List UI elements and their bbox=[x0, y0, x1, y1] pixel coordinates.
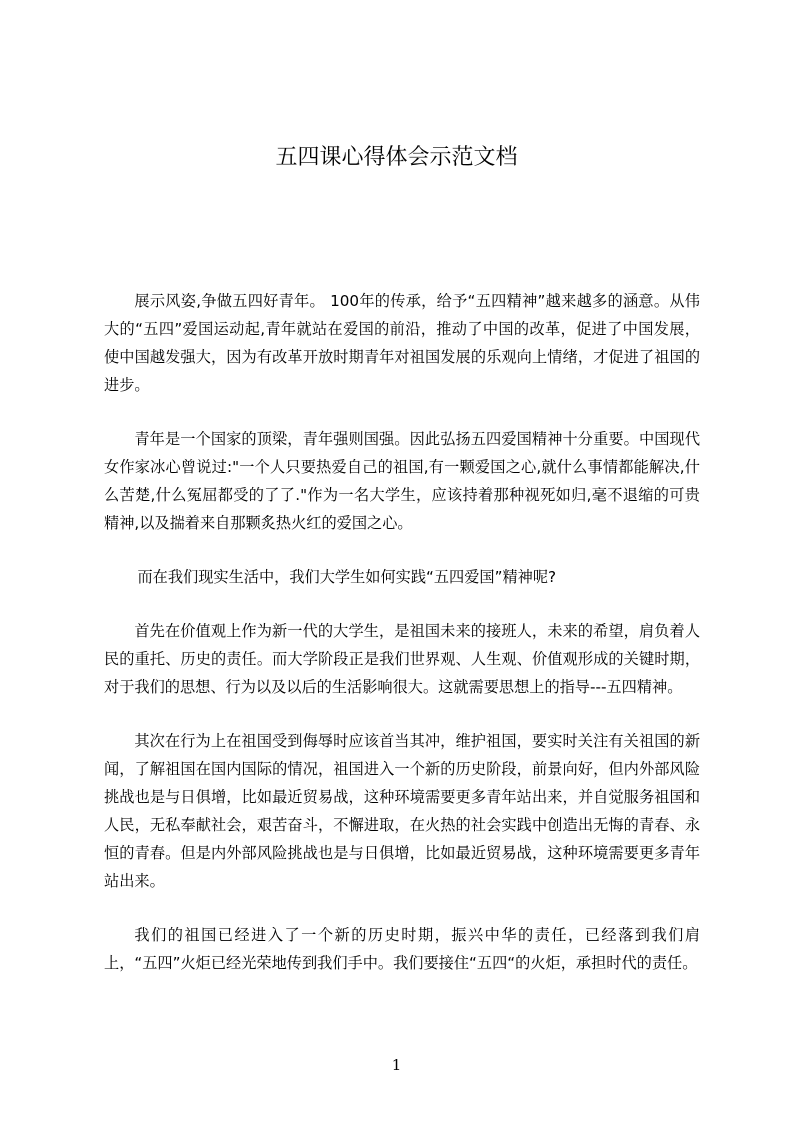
paragraph-1: 展示风姿,争做五四好青年。 100年的传承，给予“五四精神”越来越多的涵意。从伟大的“五四”爱国运动起,青年就站在爱国的前沿，推动了中国的改革，促进了中国发展，使中国越发强大，因为有改革开放时期青年对祖国发展的乐观向上情绪，才促进了祖国的进步。 bbox=[104, 292, 700, 394]
document-title: 五四课心得体会示范文档 bbox=[275, 145, 518, 170]
document-body bbox=[104, 287, 700, 1003]
paragraph-3: 而在我们现实生活中，我们大学生如何实践“五四爱国”精神呢? bbox=[137, 568, 557, 586]
paragraph-4: 首先在价值观上作为新一代的大学生，是祖国未来的接班人，未来的希望，肩负着人民的重托、历史的责任。而大学阶段正是我们世界观、人生观、价值观形成的关键时期，对于我们的思想、行为以及以后的生活影响很大。这就需要思想上的指导---五四精神。 bbox=[104, 622, 700, 696]
paragraph-6: 我们的祖国已经进入了一个新的历史时期，振兴中华的责任，已经落到我们肩上，“五四”火炬已经光荣地传到我们手中。我们要接住“五四“的火炬，承担时代的责任。 bbox=[104, 926, 700, 972]
paragraph-5: 其次在行为上在祖国受到侮辱时应该首当其冲，维护祖国，要实时关注有关祖国的新闻，了解祖国在国内国际的情况，祖国进入一个新的历史阶段，前景向好，但内外部风险挑战也是与日俱增，比如最近贸易战，这种环境需要更多青年站出来，并自觉服务祖国和人民，无私奉献社会，艰苦奋斗，不懈进取，在火热的社会实践中创造出无悔的青春、永恒的青春。但是内外部风险挑战也是与日俱增，比如最近贸易战，这种环境需要更多青年站出来。 bbox=[104, 732, 700, 890]
paragraph-2: 青年是一个国家的顶梁，青年强则国强。因此弘扬五四爱国精神十分重要。中国现代女作家冰心曾说过:"一个人只要热爱自己的祖国,有一颗爱国之心,就什么事情都能解决,什么苦楚,什么冤屈都受的了了."作为一名大学生，应该持着那种视死如归,毫不退缩的可贵精神,以及揣着来自那颗炙热火红的爱国之心。 bbox=[104, 430, 700, 532]
page-number: 1 bbox=[391, 1056, 402, 1074]
